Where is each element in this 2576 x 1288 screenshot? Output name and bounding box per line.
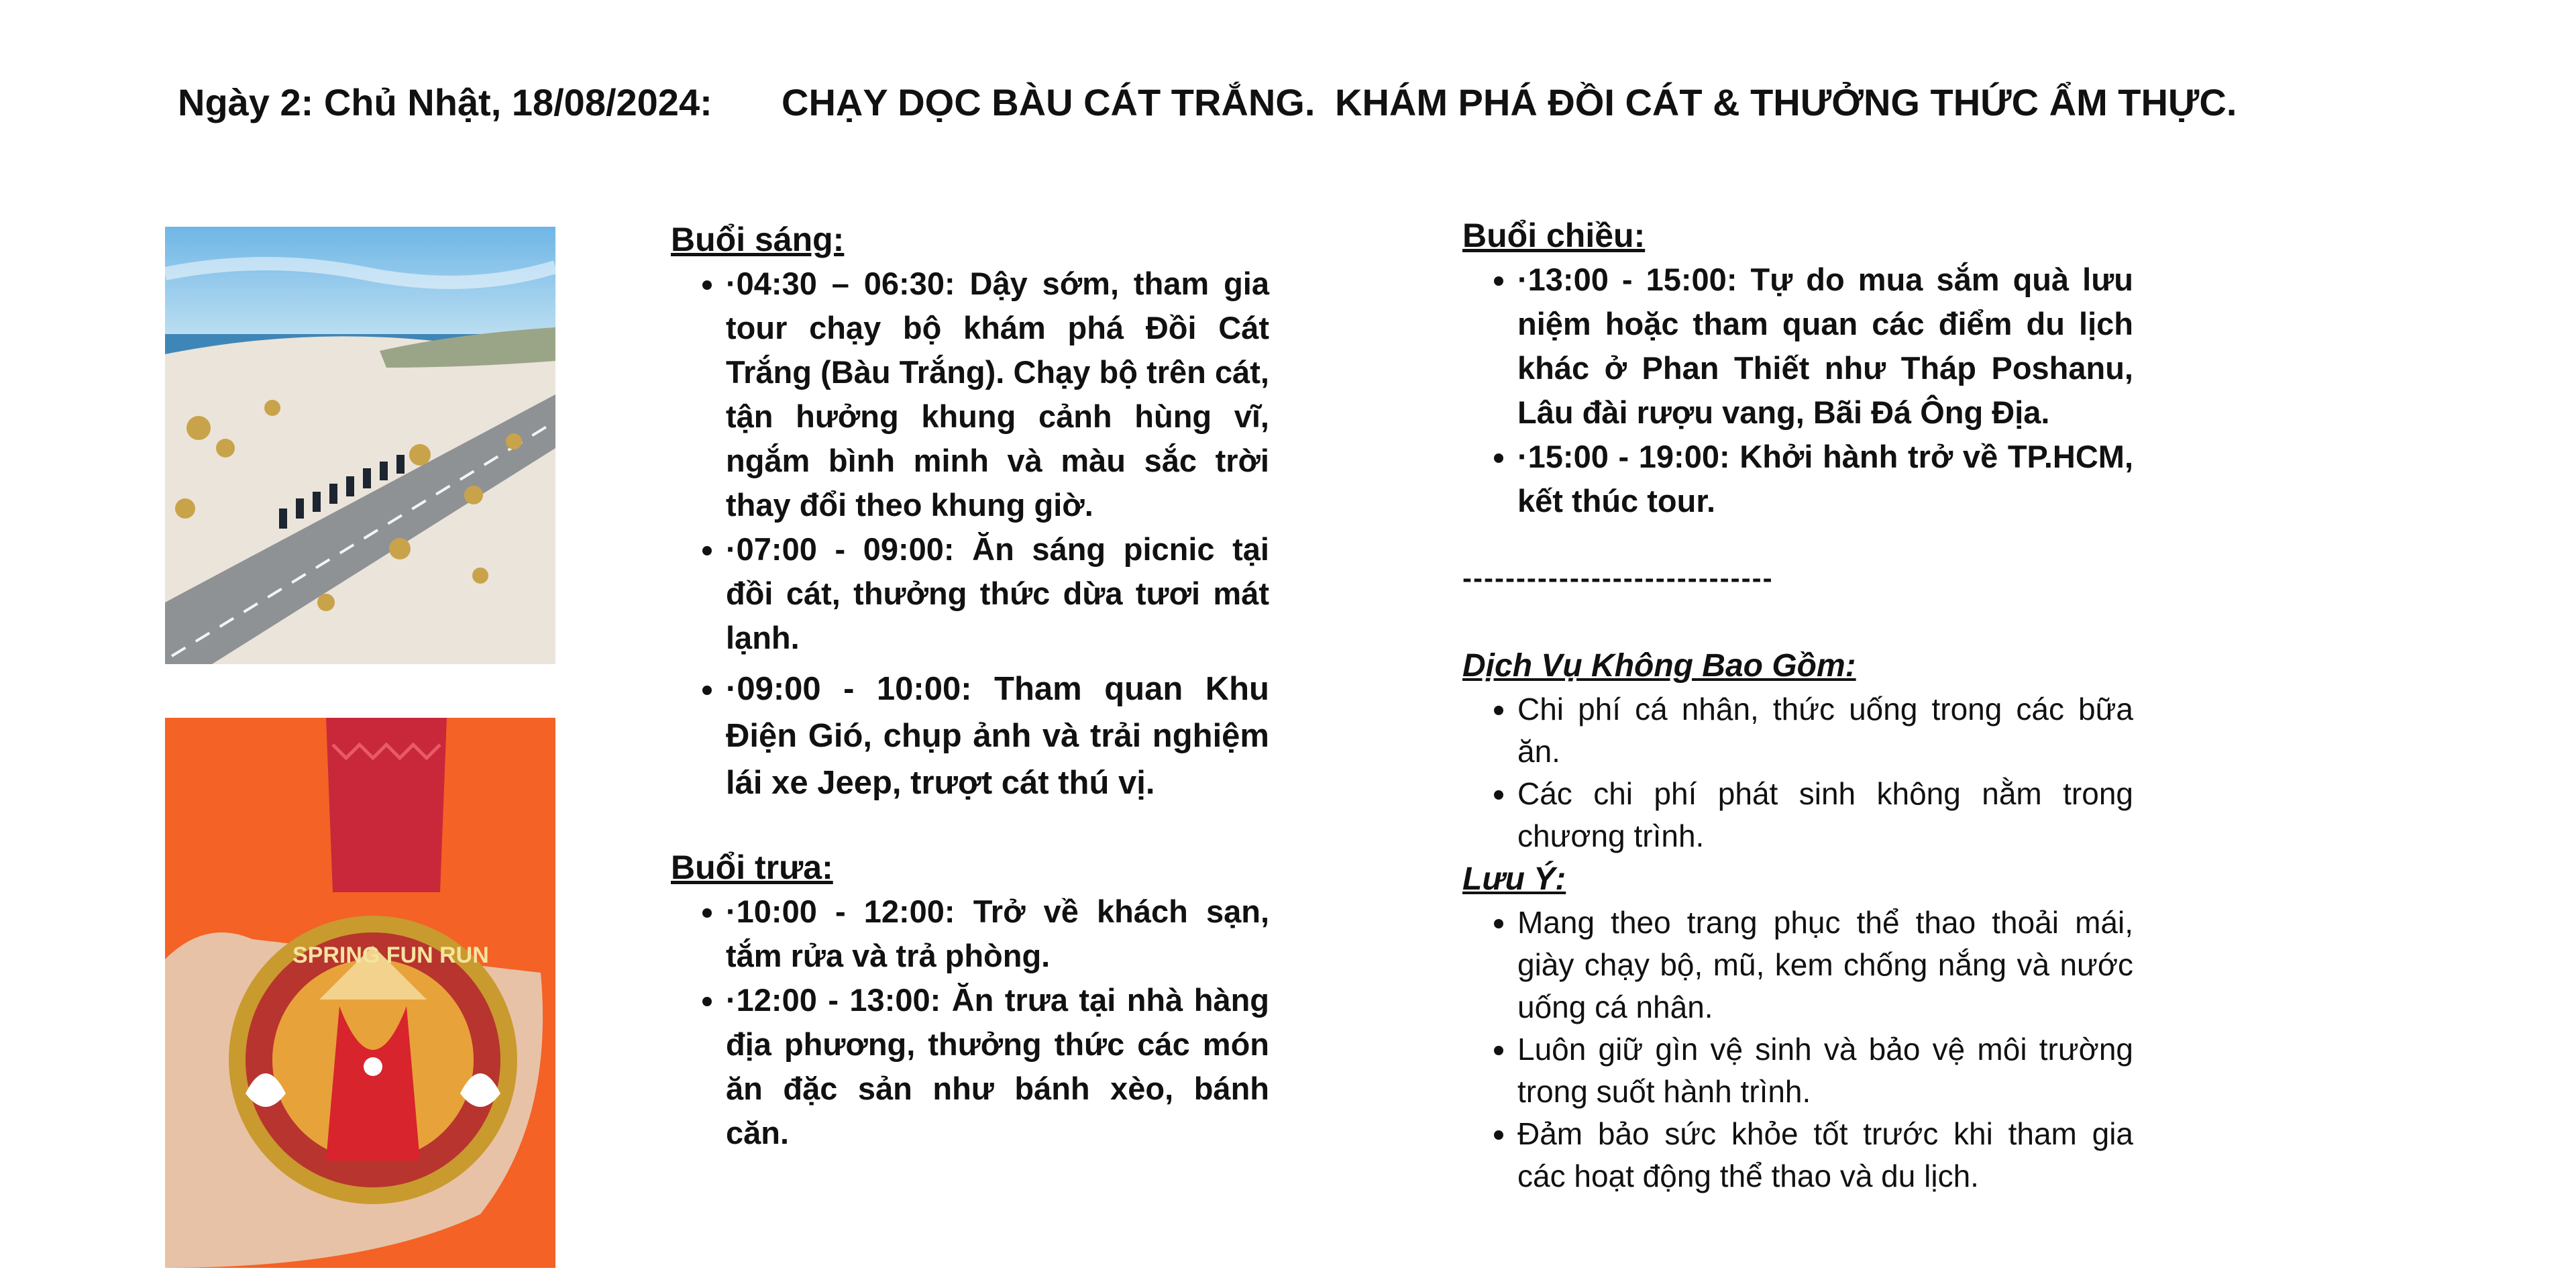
- title-run: CHẠY DỌC BÀU CÁT TRẮNG.: [782, 81, 1316, 123]
- morning-title: Buổi sáng:: [671, 221, 845, 258]
- medal-text: SPRING FUN RUN: [292, 943, 489, 968]
- notes-list: [1462, 902, 2133, 1197]
- morning-list: [671, 262, 1269, 806]
- afternoon-column: [1462, 213, 2133, 1197]
- list-item: • ·04:30 – 06:30: Dậy sớm, tham gia tour chạy bộ khám phá Đồi Cát Trắng (Bàu Trắng). Chạy bộ trên cát, tận hưởng khung cảnh hùng vĩ, ngắm bình minh và màu sắc trời thay đổi theo khung giờ.: [726, 262, 1269, 527]
- list-item: • ·10:00 - 12:00: Trở về khách sạn, tắm rửa và trả phòng.: [726, 890, 1269, 978]
- afternoon-list: [1462, 258, 2133, 523]
- medal-photo: [165, 718, 555, 1268]
- list-item: • Mang theo trang phục thể thao thoải mái, giày chạy bộ, mũ, kem chống nắng và nước uống cá nhân.: [1517, 902, 2133, 1028]
- noon-list: [671, 890, 1269, 1155]
- list-item: • Đảm bảo sức khỏe tốt trước khi tham gia các hoạt động thể thao và du lịch.: [1517, 1113, 2133, 1197]
- list-item: • ·13:00 - 15:00: Tự do mua sắm quà lưu niệm hoặc tham quan các điểm du lịch khác ở Phan Thiết như Tháp Poshanu, Lâu đài rượu vang, Bãi Đá Ông Địa.: [1517, 258, 2133, 435]
- morning-noon-column: [671, 217, 1269, 1155]
- excluded-title: Dịch Vụ Không Bao Gồm:: [1462, 648, 1856, 684]
- list-item: • ·07:00 - 09:00: Ăn sáng picnic tại đồi cát, thưởng thức dừa tươi mát lạnh.: [726, 527, 1269, 660]
- divider-line: -----------------------------: [1462, 562, 1774, 594]
- sand-dune-run-photo: [165, 227, 555, 664]
- noon-title: Buổi trưa:: [671, 849, 833, 886]
- list-item: • Các chi phí phát sinh không nằm trong chương trình.: [1517, 773, 2133, 857]
- list-item: • ·15:00 - 19:00: Khởi hành trở về TP.HCM, kết thúc tour.: [1517, 435, 2133, 523]
- afternoon-title: Buổi chiều:: [1462, 217, 1646, 254]
- day-label: Ngày 2: Chủ Nhật, 18/08/2024:: [178, 81, 712, 123]
- title-explore: KHÁM PHÁ ĐỒI CÁT & THƯỞNG THỨC ẨM THỰC.: [1335, 81, 2237, 123]
- list-item: • ·09:00 - 10:00: Tham quan Khu Điện Gió, chụp ảnh và trải nghiệm lái xe Jeep, trượt cát thú vị.: [726, 665, 1269, 806]
- list-item: • Chi phí cá nhân, thức uống trong các bữa ăn.: [1517, 688, 2133, 773]
- list-item: • Luôn giữ gìn vệ sinh và bảo vệ môi trường trong suốt hành trình.: [1517, 1028, 2133, 1113]
- list-item: • ·12:00 - 13:00: Ăn trưa tại nhà hàng địa phương, thưởng thức các món ăn đặc sản như bánh xèo, bánh căn.: [726, 978, 1269, 1155]
- notes-title: Lưu Ý:: [1462, 861, 1566, 897]
- excluded-list: [1462, 688, 2133, 857]
